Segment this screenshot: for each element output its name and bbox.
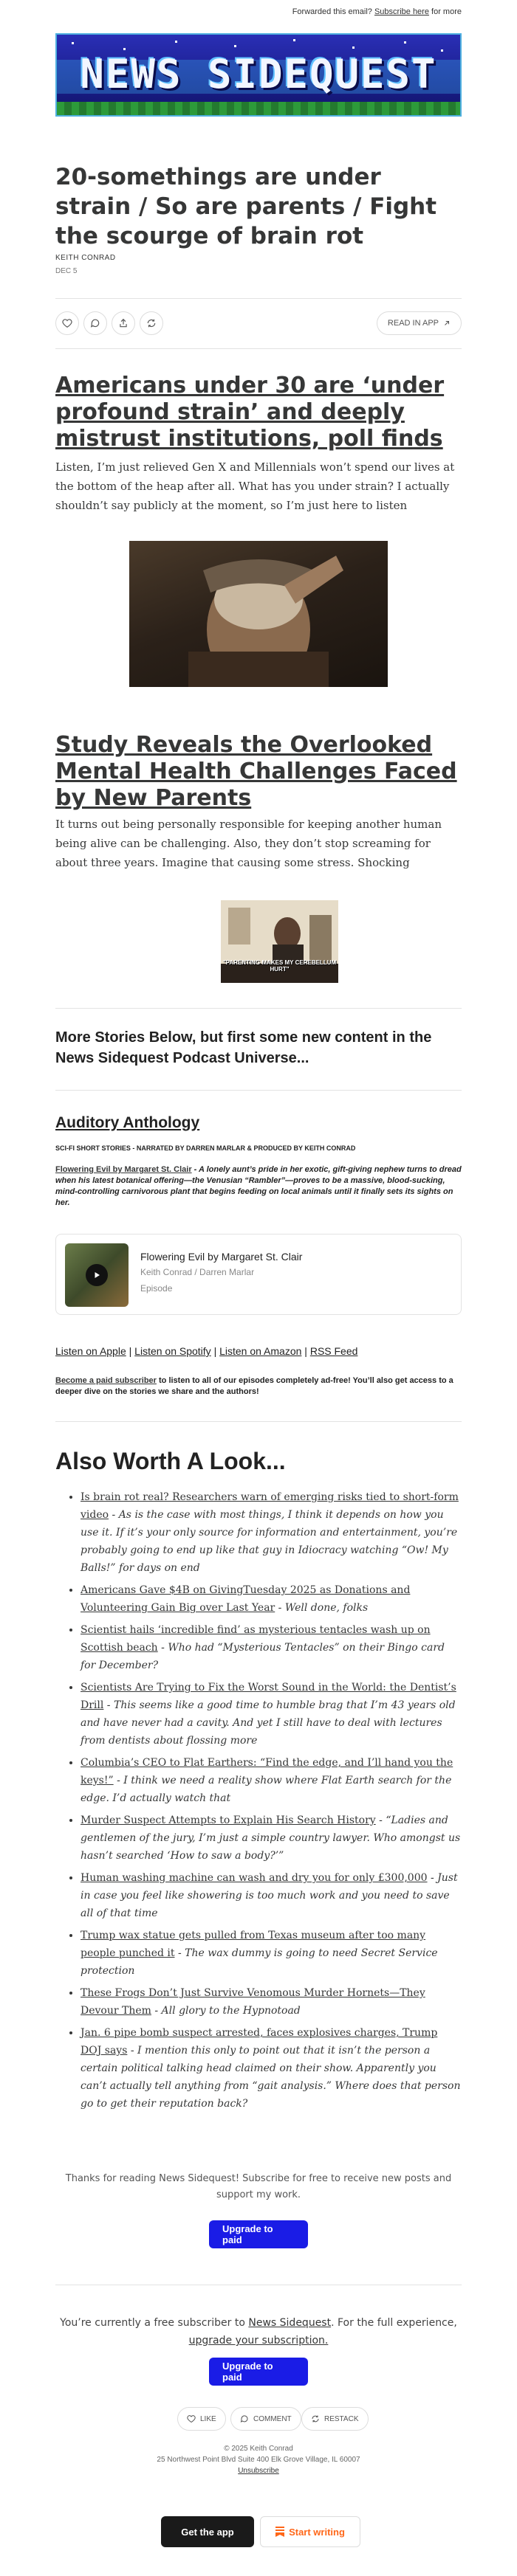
list-item: [81, 1621, 462, 1674]
also-link[interactable]: Trump wax statue gets pulled from Texas museum after too many people punched it: [81, 1930, 426, 1959]
post-title[interactable]: 20-somethings are under strain / So are parents / Fight the scourge of brain rot: [55, 164, 437, 249]
footer-info: [55, 2443, 462, 2476]
also-comment: - As is the case with most things, I think it depends on how you use it. If it’s your only source for information and entertainment, you’re probably going to end up like that guy in Idiocracy watching “Ow! My Balls!” for days on end: [81, 1509, 458, 1574]
play-button[interactable]: [86, 1264, 108, 1286]
also-comment: - Who had “Mysterious Tentacles” on their Bingo card for December?: [81, 1642, 445, 1671]
become-paid-link[interactable]: Become a paid subscriber: [55, 1376, 157, 1385]
also-link[interactable]: Human washing machine can wash and dry you for only £300,000: [81, 1872, 428, 1884]
also-link[interactable]: These Frogs Don’t Just Survive Venomous Murder Hornets—They Devour Them: [81, 1987, 425, 2017]
story-image-2-caption: "PARENTING MAKES MY CEREBELLUM HURT": [222, 959, 337, 973]
episode-summary: - A lonely aunt’s pride in her exotic, gift-giving nephew turns to dread when his latest botanical offering—the Venusian “Rambler”—proves to be a massive, blood-sucking, mind-controlling carnivorous plant that begins feeding on local animals until it finally sets its sights on her.: [55, 1165, 462, 1207]
start-writing-button[interactable]: [260, 2516, 360, 2547]
free-subscriber-note: [55, 2314, 462, 2349]
footer-like-button[interactable]: [177, 2407, 226, 2431]
for-more-text: for more: [431, 7, 462, 16]
thanks-text: Thanks for reading News Sidequest! Subscribe for free to receive new posts and support my work.: [65, 2173, 452, 2200]
also-link[interactable]: Americans Gave $4B on GivingTuesday 2025 as Donations and Volunteering Gain Big over Last Year: [81, 1584, 411, 1614]
restack-icon: [146, 318, 157, 328]
start-writing-label: Start writing: [289, 2526, 345, 2538]
free-prefix: You’re currently a free subscriber to: [60, 2317, 249, 2329]
also-link[interactable]: Scientists Are Trying to Fix the Worst Sound in the World: the Dentist’s Drill: [81, 1682, 456, 1711]
also-comment: - I mention this only to point out that it isn’t the person a certain political talking head claimed on their show. Apparently you can’t actually tell anything from “gait analysis.” Where does that person go to get their reputation back?: [81, 2045, 461, 2110]
story-image-2[interactable]: [221, 900, 338, 983]
list-item: [81, 1869, 462, 1922]
paid-text: to listen to all of our episodes completely ad-free! You’ll also get access to a deeper dive on the stories we share and the authors!: [55, 1376, 453, 1396]
also-link[interactable]: Scientist hails ‘incredible find’ as mysterious tentacles wash up on Scottish beach: [81, 1624, 431, 1654]
listen-spotify-link[interactable]: Listen on Spotify: [134, 1345, 211, 1357]
also-link[interactable]: Murder Suspect Attempts to Explain His Search History: [81, 1814, 376, 1826]
free-mid: . For the full experience,: [331, 2317, 457, 2329]
like-button[interactable]: [55, 311, 79, 335]
also-comment: - All glory to the Hypnotoad: [151, 2005, 301, 2017]
podcast-subtitle: SCI-FI SHORT STORIES - NARRATED BY DARREN MARLAR & PRODUCED BY KEITH CONRAD: [55, 1144, 356, 1152]
podcast-intro: More Stories Below, but first some new content in the News Sidequest Podcast Universe...: [55, 1029, 432, 1066]
list-item: [81, 1754, 462, 1807]
post-author[interactable]: KEITH CONRAD: [55, 254, 116, 262]
episode-link[interactable]: Flowering Evil by Margaret St. Clair: [55, 1165, 192, 1174]
footer-comment-button[interactable]: [230, 2407, 301, 2431]
share-icon: [118, 318, 129, 328]
list-item: [81, 1927, 462, 1980]
story-body-1: Listen, I’m just relieved Gen X and Millennials won’t spend our lives at the bottom of the heap after all. What has you under strain? I actually shouldn’t say publicly at the moment, so I’m just here to listen: [55, 460, 455, 512]
forwarded-text: Forwarded this email?: [292, 7, 372, 16]
podcast-player[interactable]: [55, 1234, 462, 1315]
also-comment: - “Ladies and gentlemen of the jury, I’m just a simple country lawyer. Who amongst us hasn’t searched ‘How to saw a body?’”: [81, 1814, 461, 1862]
also-link[interactable]: Jan. 6 pipe bomb suspect arrested, faces explosives charges, Trump DOJ says: [81, 2027, 438, 2057]
episode-description: [55, 1164, 462, 1209]
forwarded-notice: [292, 7, 462, 16]
player-title: Flowering Evil by Margaret St. Clair: [140, 1251, 303, 1263]
story-headline-2[interactable]: Study Reveals the Overlooked Mental Health Challenges Faced by New Parents: [55, 732, 457, 811]
divider: [55, 1008, 462, 1009]
upgrade-to-paid-button-2[interactable]: Upgrade to paid: [209, 2358, 308, 2386]
heart-icon: [187, 2414, 196, 2423]
list-item: [81, 2024, 462, 2113]
also-comment: - The wax dummy is going to need Secret Service protection: [81, 1947, 438, 1977]
like-label: LIKE: [200, 2414, 216, 2423]
also-link[interactable]: Columbia’s CEO to Flat Earthers: “Find the edge, and I’ll hand you the keys!”: [81, 1757, 453, 1786]
restack-label: RESTACK: [324, 2414, 359, 2423]
substack-icon: [275, 2527, 284, 2537]
story-body-2: It turns out being personally responsible for keeping another human being alive can be challenging. Also, they don’t stop screaming for about three years. Imagine that causing some stress. Shocking: [55, 818, 442, 869]
unsubscribe-link[interactable]: Unsubscribe: [238, 2467, 279, 2475]
divider: [55, 1090, 462, 1091]
list-item: [81, 1581, 462, 1617]
listen-amazon-link[interactable]: Listen on Amazon: [219, 1345, 302, 1357]
share-button[interactable]: [112, 311, 135, 335]
comment-label: COMMENT: [253, 2414, 292, 2423]
address: 25 Northwest Point Blvd Suite 400 Elk Grove Village, IL 60007: [157, 2456, 360, 2464]
publication-link[interactable]: News Sidequest: [248, 2317, 332, 2329]
also-comment: - Just in case you feel like showering is too much work and you need to save all of that time: [81, 1872, 458, 1919]
also-comment: - Well done, folks: [275, 1602, 369, 1614]
listen-links: Listen on Apple | Listen on Spotify | Listen on Amazon | RSS Feed: [55, 1345, 358, 1357]
paid-subscriber-note: [55, 1375, 462, 1398]
arrow-up-right-icon: [443, 320, 451, 327]
list-item: [81, 1984, 462, 2020]
read-in-app-button[interactable]: [377, 311, 462, 335]
divider: [55, 1421, 462, 1422]
story-headline-1[interactable]: Americans under 30 are ‘under profound strain’ and deeply mistrust institutions, poll finds: [55, 373, 445, 452]
player-type: Episode: [140, 1283, 173, 1294]
heart-icon: [62, 318, 72, 328]
comment-button[interactable]: [83, 311, 107, 335]
footer-restack-button[interactable]: [301, 2407, 369, 2431]
upgrade-subscription-link[interactable]: upgrade your subscription.: [188, 2335, 329, 2347]
post-date: DEC 5: [55, 267, 78, 275]
also-heading: Also Worth A Look...: [55, 1448, 286, 1474]
comment-icon: [240, 2414, 249, 2423]
podcast-title[interactable]: Auditory Anthology: [55, 1114, 200, 1131]
restack-icon: [311, 2414, 320, 2423]
news-sidequest-logo[interactable]: [55, 33, 462, 117]
episode-artwork: [65, 1243, 129, 1307]
story-image-1[interactable]: [129, 541, 388, 687]
also-comment: - This seems like a good time to humble brag that I’m 43 years old and have never had a cavity. And yet I still have to deal with lectures from dentists about flossing more: [81, 1699, 456, 1747]
player-authors: Keith Conrad / Darren Marlar: [140, 1267, 255, 1277]
list-item: [81, 1679, 462, 1750]
divider: [55, 348, 462, 349]
read-in-app-label: READ IN APP: [387, 319, 439, 328]
divider: [55, 298, 462, 299]
logo-text: NEWS SIDEQUEST: [80, 51, 437, 97]
copyright: © 2025 Keith Conrad: [224, 2445, 293, 2453]
comment-icon: [90, 318, 100, 328]
get-the-app-button[interactable]: Get the app: [161, 2516, 254, 2547]
listen-apple-link[interactable]: Listen on Apple: [55, 1345, 126, 1357]
restack-button[interactable]: [140, 311, 163, 335]
subscribe-here-link[interactable]: Subscribe here: [374, 7, 429, 16]
also-link[interactable]: Is brain rot real? Researchers warn of emerging risks tied to short-form video: [81, 1491, 459, 1521]
list-item: [81, 1812, 462, 1865]
play-icon: [92, 1271, 101, 1280]
list-item: [81, 1488, 462, 1577]
rss-feed-link[interactable]: RSS Feed: [309, 1345, 358, 1357]
also-list: [55, 1488, 462, 2117]
upgrade-to-paid-button[interactable]: Upgrade to paid: [209, 2220, 308, 2248]
also-comment: - I think we need a reality show where Flat Earth search for the edge. I’d actually watch that: [81, 1775, 452, 1804]
